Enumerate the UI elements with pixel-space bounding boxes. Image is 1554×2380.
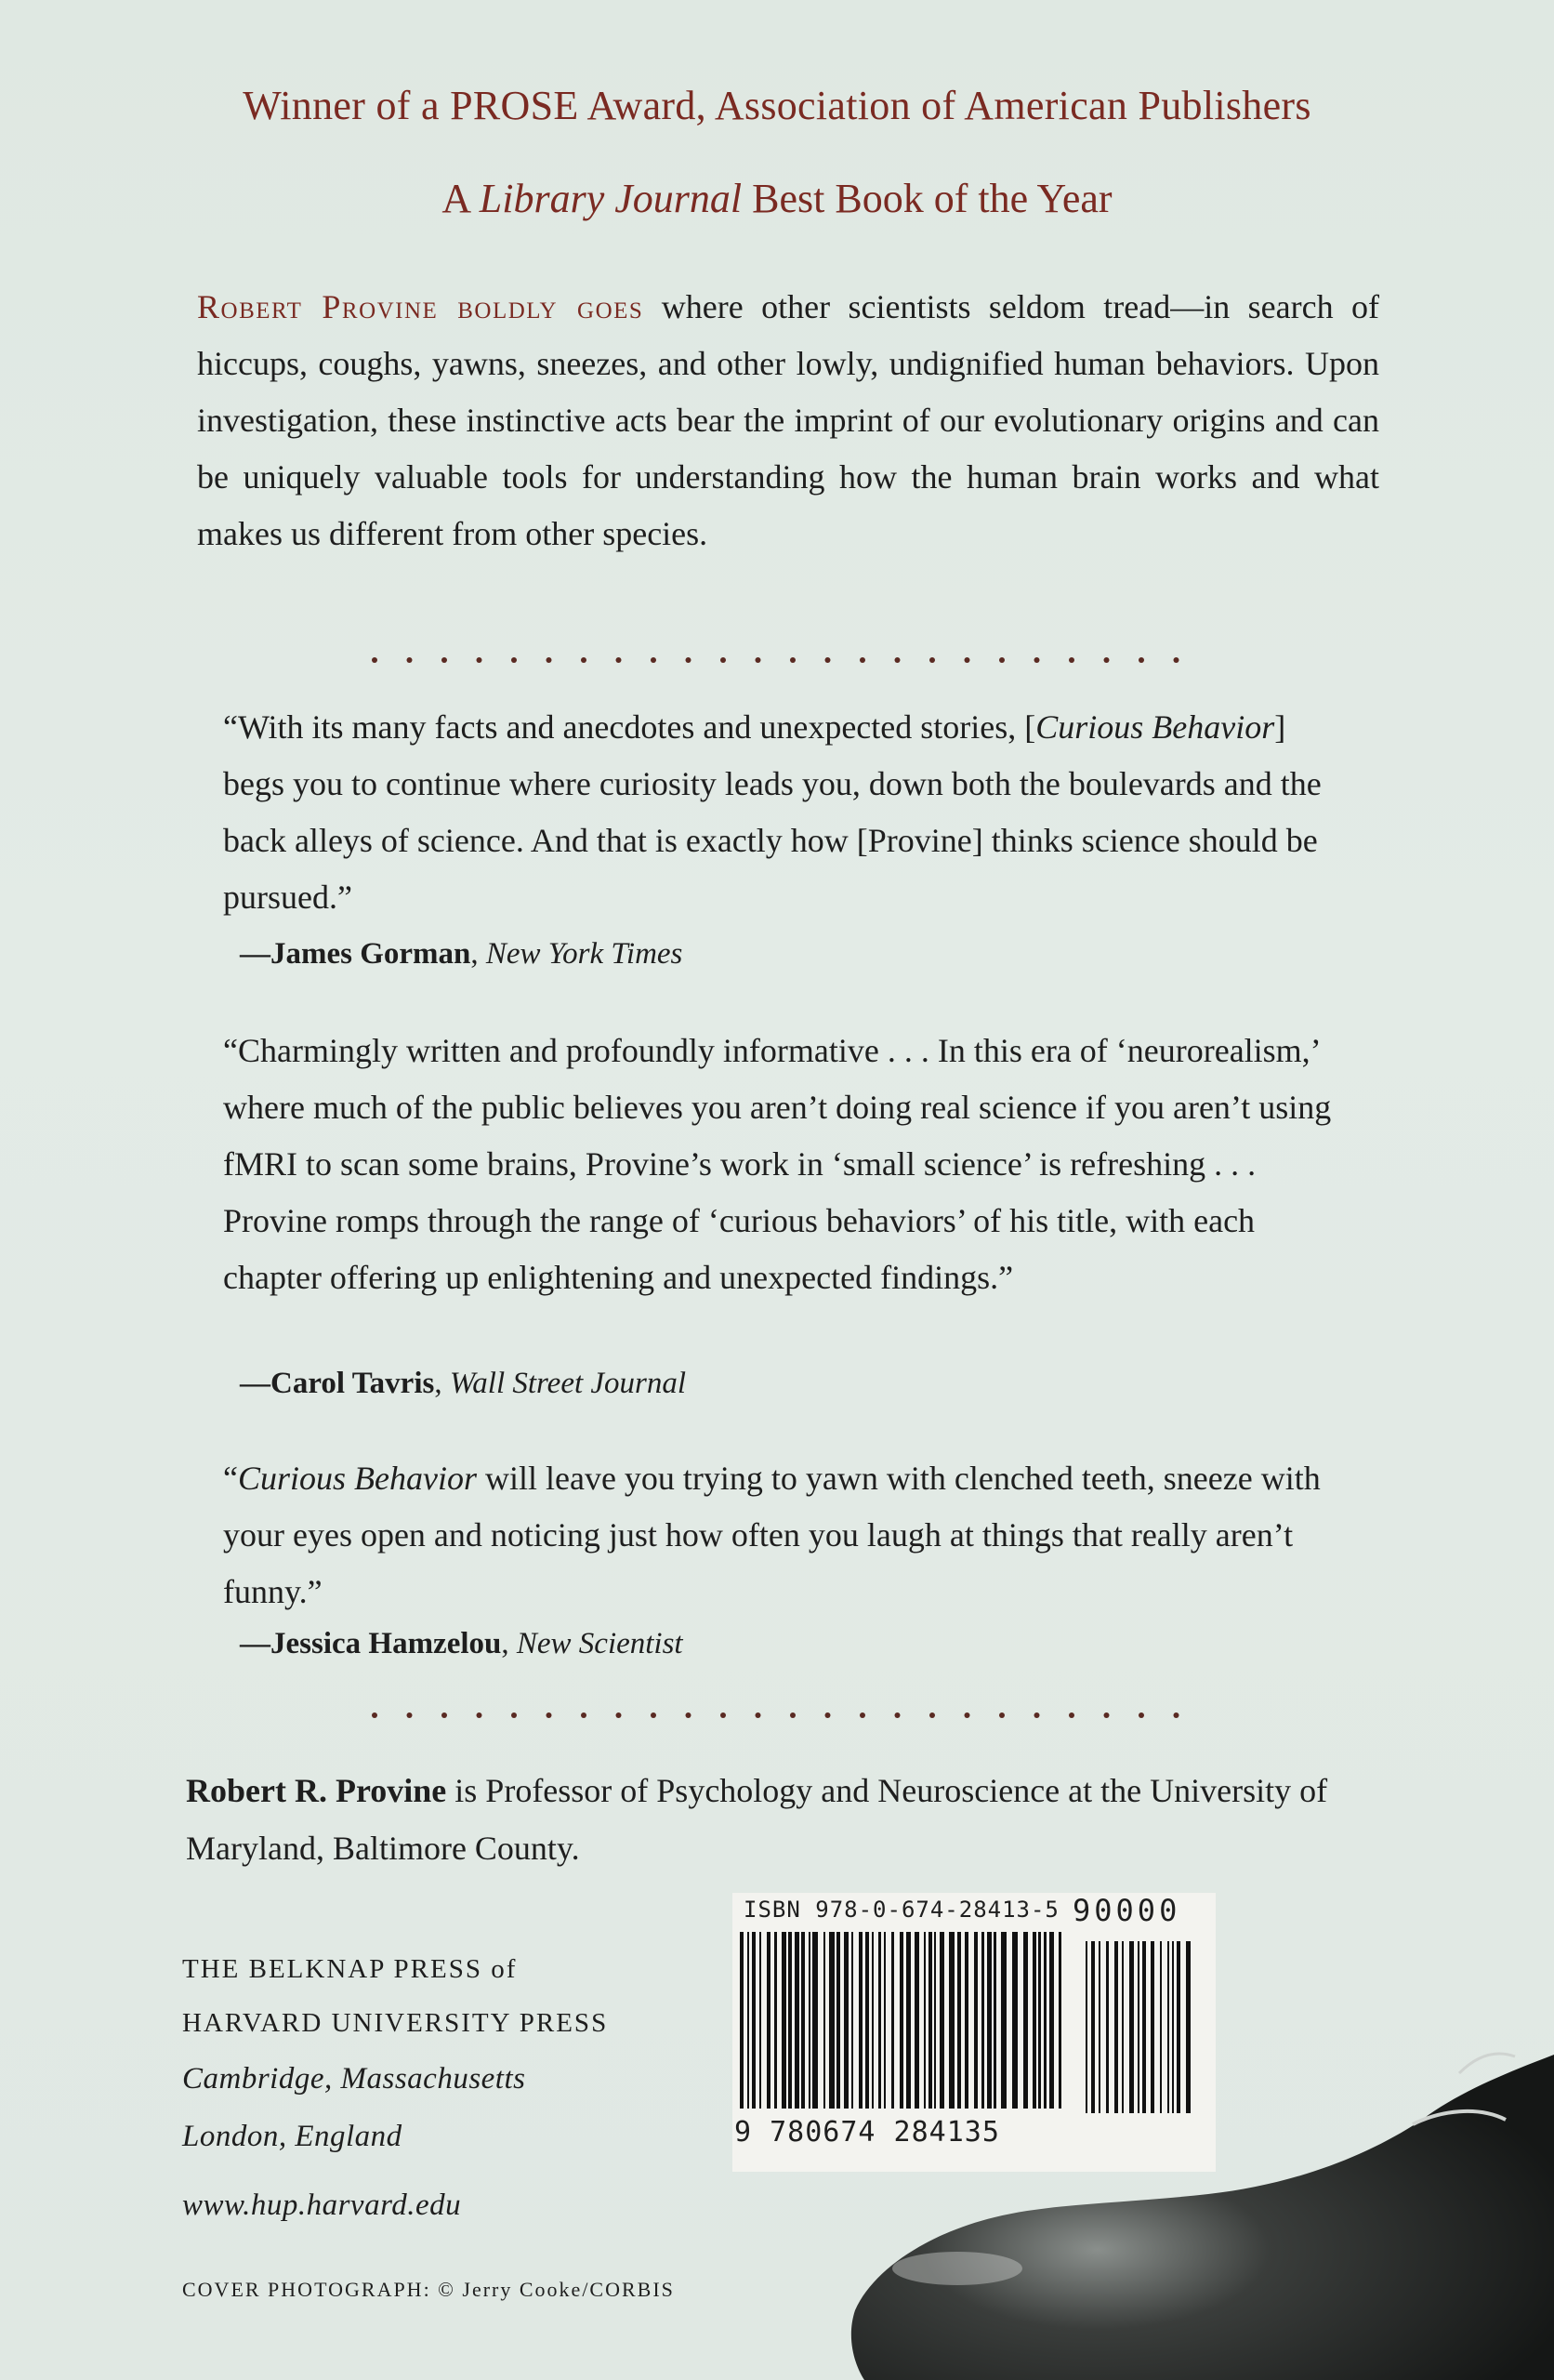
author-bio-text: is Professor of Psychology and Neuroscience at the University of Maryland, Baltimore County. [186, 1772, 1328, 1867]
review-attribution-1: —James Gorman, New York Times [240, 937, 683, 971]
review-quote-1 [223, 699, 1338, 926]
review-attribution-2: —Carol Tavris, Wall Street Journal [240, 1367, 687, 1400]
description-text: where other scientists seldom tread—in search of hiccups, coughs, yawns, sneezes, and other lowly, undignified human behaviors. Upon investigation, these instinctive acts bear the imprint of our evolutionary origins and can be uniquely valuable tools for understanding how the human brain works and what makes us different from other species. [197, 288, 1379, 552]
publisher-line-1: THE BELKNAP PRESS of [182, 1954, 518, 1984]
dotted-divider-2 [367, 1701, 1185, 1729]
author-bio [186, 1762, 1385, 1877]
publisher-city-1: Cambridge, Massachusetts [182, 2062, 526, 2096]
quote-1-post: ] begs you to continue where curiosity leads you, down both the boulevards and the back alleys of science. And that is exactly how [Provine] thinks science should be pursued.” [223, 708, 1322, 916]
review-source-1: New York Times [485, 937, 683, 971]
price-code: 90000 [1073, 1893, 1181, 1928]
publisher-website: www.hup.harvard.edu [182, 2188, 462, 2222]
publisher-city-2: London, England [182, 2120, 402, 2153]
cover-credit: COVER PHOTOGRAPH: © Jerry Cooke/CORBIS [182, 2278, 675, 2301]
reviewer-name-2: —Carol Tavris [240, 1367, 435, 1400]
quote-1-pre: “With its many facts and anecdotes and unexpected stories, [ [223, 708, 1036, 746]
review-source-3: New Scientist [516, 1627, 683, 1660]
review-quote-3 [223, 1450, 1338, 1620]
review-attribution-3: —Jessica Hamzelou, New Scientist [240, 1627, 683, 1660]
isbn-number: ISBN 978-0-674-28413-5 [744, 1897, 1060, 1923]
review-quote-2 [223, 1023, 1338, 1306]
author-name: Robert R. Provine [186, 1772, 447, 1809]
award-library-journal [0, 175, 1554, 222]
quote-3-title: Curious Behavior [237, 1460, 477, 1497]
reviewer-name-3: —Jessica Hamzelou [240, 1627, 502, 1660]
book-description [197, 279, 1379, 562]
quote-3-post: will leave you trying to yawn with clenched teeth, sneeze with your eyes open and noticing just how often you laugh at things that really aren’t funny.” [223, 1460, 1321, 1610]
publisher-line-2: HARVARD UNIVERSITY PRESS [182, 2008, 609, 2038]
dotted-divider [367, 646, 1185, 674]
award-lj-journal: Library Journal [479, 176, 743, 221]
reviewer-name-1: —James Gorman [240, 937, 471, 971]
barcode-bars [740, 1932, 1195, 2127]
award-lj-prefix: A [441, 176, 480, 221]
award-lj-suffix: Best Book of the Year [742, 176, 1113, 221]
ean-number: 9 780674 284135 [734, 2116, 1000, 2149]
description-lead: Robert Provine boldly goes [197, 288, 644, 325]
award-prose: Winner of a PROSE Award, Association of American Publishers [243, 83, 1311, 128]
quote-3-pre: “ [223, 1460, 238, 1497]
quote-1-title: Curious Behavior [1035, 708, 1275, 746]
review-source-2: Wall Street Journal [449, 1367, 687, 1400]
quote-2-text: “Charmingly written and profoundly informative . . . In this era of ‘neurorealism,’ where much of the public believes you aren’t doing real science if you aren’t using fMRI to scan some brains, Provine’s work in ‘small science’ is refreshing . . . Provine romps through the range of ‘curious behaviors’ of his title, with each chapter offering up enlightening and unexpected findings.” [223, 1032, 1332, 1296]
